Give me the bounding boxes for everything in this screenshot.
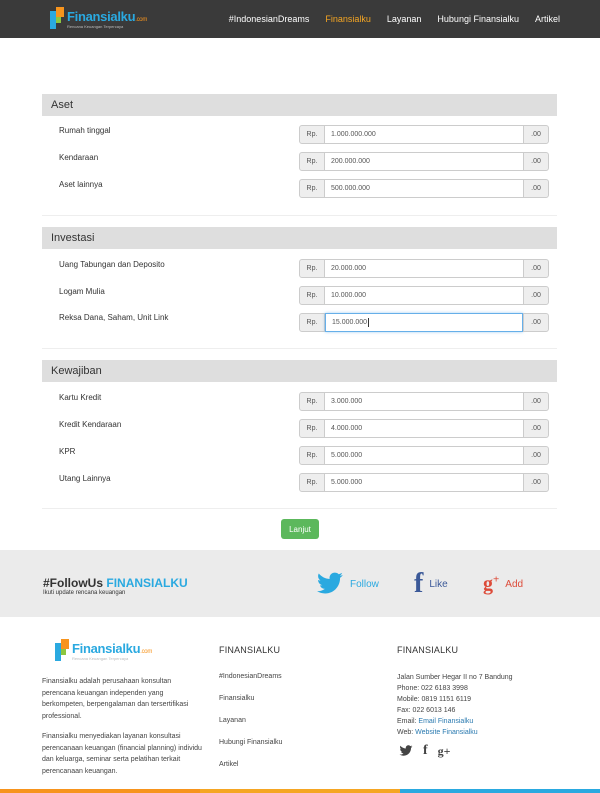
amount-input-kredit-kendaraan[interactable]: 4.000.000 — [325, 419, 523, 438]
section-title: Investasi — [51, 232, 95, 244]
row-label: Kartu Kredit — [59, 393, 102, 402]
row-label: Utang Lainnya — [59, 474, 111, 483]
input-group-kredit-kendaraan — [299, 419, 549, 438]
amount-input-value: 15.000.000 — [332, 319, 368, 326]
cents-suffix: .00 — [523, 259, 549, 278]
amount-input-logam-mulia[interactable]: 10.000.000 — [325, 286, 523, 305]
cents-suffix: .00 — [523, 152, 549, 171]
footer-mobile: Mobile: 0819 1151 6119 — [397, 696, 472, 703]
lanjut-button[interactable]: Lanjut — [281, 519, 319, 539]
section-divider — [42, 508, 557, 509]
main-nav — [229, 0, 560, 38]
follow-subtitle: Ikuti update rencana keuangan — [43, 590, 126, 596]
footer-social-icons — [399, 743, 451, 759]
currency-prefix: Rp. — [299, 179, 325, 198]
logo-tagline: Rencana Keuangan Terpercaya — [67, 23, 124, 29]
twitter-follow-link[interactable] — [316, 570, 379, 598]
footer-links-title: FINANSIALKU — [219, 645, 281, 655]
input-group-utang-lainnya — [299, 473, 549, 492]
footer-logo — [55, 639, 152, 663]
twitter-follow-label: Follow — [350, 578, 379, 590]
facebook-like-label: Like — [429, 578, 448, 590]
section-title: Aset — [51, 99, 74, 111]
amount-input-reksa-dana[interactable] — [325, 313, 523, 332]
footer-link-hubungi[interactable]: Hubungi Finansialku — [219, 739, 283, 746]
cents-suffix: .00 — [523, 473, 549, 492]
follow-title-brand: FINANSIALKU — [106, 576, 188, 590]
currency-prefix: Rp. — [299, 419, 325, 438]
footer-web-link[interactable]: Website Finansialku — [415, 729, 478, 736]
site-logo[interactable] — [50, 6, 147, 32]
nav-item-artikel[interactable]: Artikel — [534, 14, 560, 24]
nav-item-hubungi[interactable]: Hubungi Finansialku — [437, 14, 519, 24]
logo-suffix: .com — [135, 16, 148, 23]
footer-web-label: Web: — [397, 729, 416, 736]
currency-prefix: Rp. — [299, 259, 325, 278]
row-label: KPR — [59, 447, 76, 456]
footer-about-1: Finansialku adalah perusahaan konsultan perencana keuangan independen yang berkompeten, berpengalaman dan tersertifikasi professional. — [42, 678, 189, 720]
site-footer — [0, 617, 600, 793]
section-divider — [42, 215, 557, 216]
follow-title-prefix: #FollowUs — [43, 576, 104, 590]
amount-input-kpr[interactable]: 5.000.000 — [325, 446, 523, 465]
text-caret — [368, 318, 369, 327]
cents-suffix: .00 — [523, 313, 549, 332]
logo-mark-icon — [50, 7, 64, 31]
row-label: Rumah tinggal — [59, 126, 111, 135]
section-header-aset — [42, 94, 557, 116]
nav-item-indonesiandreams[interactable]: #IndonesianDreams — [228, 14, 310, 24]
footer-link-finansialku[interactable]: Finansialku — [219, 695, 255, 702]
amount-input-kartu-kredit[interactable]: 3.000.000 — [325, 392, 523, 411]
row-label: Logam Mulia — [59, 287, 105, 296]
nav-item-finansialku[interactable]: Finansialku — [325, 14, 371, 24]
follow-title — [43, 576, 188, 590]
currency-prefix: Rp. — [299, 392, 325, 411]
section-title: Kewajiban — [51, 365, 102, 377]
amount-input-tabungan[interactable]: 20.000.000 — [325, 259, 523, 278]
footer-web — [397, 728, 478, 739]
amount-input-utang-lainnya[interactable]: 5.000.000 — [325, 473, 523, 492]
logo-mark-icon — [55, 639, 69, 663]
input-group-kartu-kredit — [299, 392, 549, 411]
amount-input-aset-lainnya[interactable]: 500.000.000 — [325, 179, 523, 198]
row-label: Aset lainnya — [59, 180, 103, 189]
footer-link-artikel[interactable]: Artikel — [219, 761, 239, 768]
input-group-logam-mulia — [299, 286, 549, 305]
nav-item-layanan[interactable]: Layanan — [386, 14, 422, 24]
footer-email-link[interactable]: Email Finansialku — [418, 718, 474, 725]
footer-link-layanan[interactable]: Layanan — [219, 717, 246, 724]
currency-prefix: Rp. — [299, 125, 325, 144]
currency-prefix: Rp. — [299, 152, 325, 171]
section-header-investasi — [42, 227, 557, 249]
footer-email — [397, 717, 473, 728]
section-divider — [42, 348, 557, 349]
footer-stripe-blue — [400, 789, 600, 793]
twitter-icon — [316, 572, 344, 596]
amount-input-kendaraan[interactable]: 200.000.000 — [325, 152, 523, 171]
amount-input-rumah-tinggal[interactable]: 1.000.000.000 — [325, 125, 523, 144]
row-label: Uang Tabungan dan Deposito — [59, 260, 165, 269]
footer-email-label: Email: — [397, 718, 419, 725]
row-label: Kendaraan — [59, 153, 99, 162]
section-header-kewajiban — [42, 360, 557, 382]
facebook-icon[interactable]: f — [423, 743, 428, 758]
footer-fax: Fax: 022 6013 146 — [397, 707, 456, 714]
facebook-icon: f — [414, 568, 424, 599]
cents-suffix: .00 — [523, 125, 549, 144]
footer-stripe-yellow — [200, 789, 400, 793]
cents-suffix: .00 — [523, 446, 549, 465]
google-plus-add-link[interactable] — [483, 570, 523, 598]
input-group-kendaraan — [299, 152, 549, 171]
footer-logo-name: Finansialku — [72, 640, 141, 656]
footer-stripe-orange — [0, 789, 200, 793]
footer-logo-tagline: Rencana Keuangan Terpercaya — [72, 655, 129, 661]
follow-us-band — [0, 550, 600, 617]
footer-about-2: Finansialku menyediakan layanan konsultasi perencanaan keuangan (financial planning) individu dan keluarga, seminar serta pelatihan terkait perencanaan keuangan. — [42, 733, 202, 775]
google-plus-icon[interactable]: g+ — [437, 743, 451, 758]
currency-prefix: Rp. — [299, 286, 325, 305]
top-navbar — [0, 0, 600, 38]
input-group-aset-lainnya — [299, 179, 549, 198]
input-group-reksa-dana — [299, 313, 549, 332]
facebook-like-link[interactable] — [414, 570, 448, 598]
input-group-tabungan — [299, 259, 549, 278]
row-label: Reksa Dana, Saham, Unit Link — [59, 313, 169, 322]
currency-prefix: Rp. — [299, 473, 325, 492]
footer-address: Jalan Sumber Hegar II no 7 Bandung — [397, 674, 513, 681]
footer-logo-suffix: .com — [140, 648, 153, 655]
twitter-icon[interactable] — [399, 745, 413, 757]
currency-prefix: Rp. — [299, 313, 325, 332]
cents-suffix: .00 — [523, 286, 549, 305]
cents-suffix: .00 — [523, 179, 549, 198]
footer-link-indonesiandreams[interactable]: #IndonesianDreams — [219, 673, 282, 680]
row-label: Kredit Kendaraan — [59, 420, 122, 429]
input-group-rumah-tinggal — [299, 125, 549, 144]
google-plus-icon: g+ — [483, 573, 500, 595]
footer-contact-title: FINANSIALKU — [397, 645, 459, 655]
cents-suffix: .00 — [523, 392, 549, 411]
google-plus-add-label: Add — [505, 578, 524, 590]
footer-phone: Phone: 022 6183 3998 — [397, 685, 468, 692]
logo-name: Finansialku — [67, 8, 136, 24]
currency-prefix: Rp. — [299, 446, 325, 465]
cents-suffix: .00 — [523, 419, 549, 438]
input-group-kpr — [299, 446, 549, 465]
